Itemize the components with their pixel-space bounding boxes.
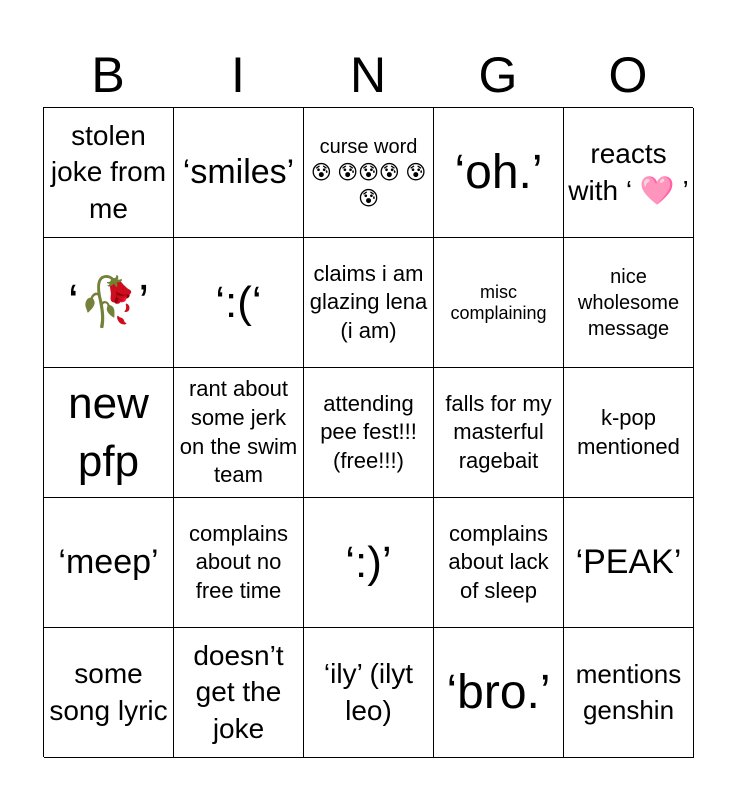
cell-text: some song lyric xyxy=(49,658,168,726)
bingo-cell[interactable] xyxy=(304,238,434,368)
bingo-cell[interactable] xyxy=(434,628,564,758)
bingo-cell[interactable] xyxy=(434,498,564,628)
bingo-cell[interactable] xyxy=(44,628,174,758)
cell-text: ‘ily’ (ilyt leo) xyxy=(323,658,414,726)
header-letter-i: I xyxy=(231,47,245,103)
cell-text: ‘:)’ xyxy=(345,537,392,587)
bingo-cell[interactable] xyxy=(174,498,304,628)
cell-text: misc complaining xyxy=(450,281,547,323)
cell-text: ‘bro.’ xyxy=(446,665,551,719)
bingo-cell[interactable] xyxy=(304,498,434,628)
bingo-cell[interactable] xyxy=(174,628,304,758)
bingo-cell[interactable] xyxy=(304,108,434,238)
bingo-cell[interactable] xyxy=(564,498,694,628)
bingo-cell[interactable] xyxy=(434,368,564,498)
bingo-cell[interactable] xyxy=(564,628,694,758)
cell-text: complains about no free time xyxy=(188,520,289,603)
bingo-cell[interactable] xyxy=(174,368,304,498)
bingo-cell[interactable] xyxy=(44,498,174,628)
bingo-cell[interactable] xyxy=(44,108,174,238)
cell-text: ‘:(‘ xyxy=(215,277,262,327)
cell-text: attending pee fest!!! (free!!!) xyxy=(320,390,417,473)
cell-text: rant about some jerk on the swim team xyxy=(179,376,298,488)
cell-text: curse word 😰 😰😰😰 😰😰 xyxy=(310,135,427,210)
bingo-cell[interactable] xyxy=(564,238,694,368)
cell-text: nice wholesome message xyxy=(577,265,680,340)
cell-text: ‘🥀’ xyxy=(67,275,150,329)
bingo-cell[interactable] xyxy=(564,108,694,238)
bingo-cell[interactable] xyxy=(44,238,174,368)
bingo-header xyxy=(43,44,693,106)
header-letter-n: N xyxy=(349,47,387,103)
cell-text: stolen joke from me xyxy=(50,119,167,224)
cell-text: ‘meep’ xyxy=(58,542,159,581)
cell-text: ‘smiles’ xyxy=(182,152,295,191)
bingo-cell[interactable] xyxy=(304,368,434,498)
bingo-cell[interactable] xyxy=(434,108,564,238)
bingo-cell[interactable] xyxy=(44,368,174,498)
header-letter-b: B xyxy=(91,47,125,103)
cell-text: k-pop mentioned xyxy=(577,404,680,459)
bingo-card xyxy=(43,107,693,757)
cell-text: falls for my masterful ragebait xyxy=(445,390,552,473)
header-letter-o: O xyxy=(608,47,648,103)
cell-text: ‘oh.’ xyxy=(454,145,543,199)
cell-text: claims i am glazing lena (i am) xyxy=(309,260,428,343)
cell-text: new pfp xyxy=(68,379,149,486)
cell-text: ‘PEAK’ xyxy=(575,542,682,581)
cell-text: reacts with ‘ 🩷 ’ xyxy=(568,138,689,206)
bingo-cell[interactable] xyxy=(434,238,564,368)
bingo-cell[interactable] xyxy=(304,628,434,758)
cell-text: mentions genshin xyxy=(575,659,682,725)
cell-text: doesn’t get the joke xyxy=(193,639,284,744)
bingo-cell[interactable] xyxy=(174,238,304,368)
bingo-cell[interactable] xyxy=(174,108,304,238)
header-letter-g: G xyxy=(478,47,518,103)
cell-text: complains about lack of sleep xyxy=(448,520,549,603)
bingo-cell[interactable] xyxy=(564,368,694,498)
